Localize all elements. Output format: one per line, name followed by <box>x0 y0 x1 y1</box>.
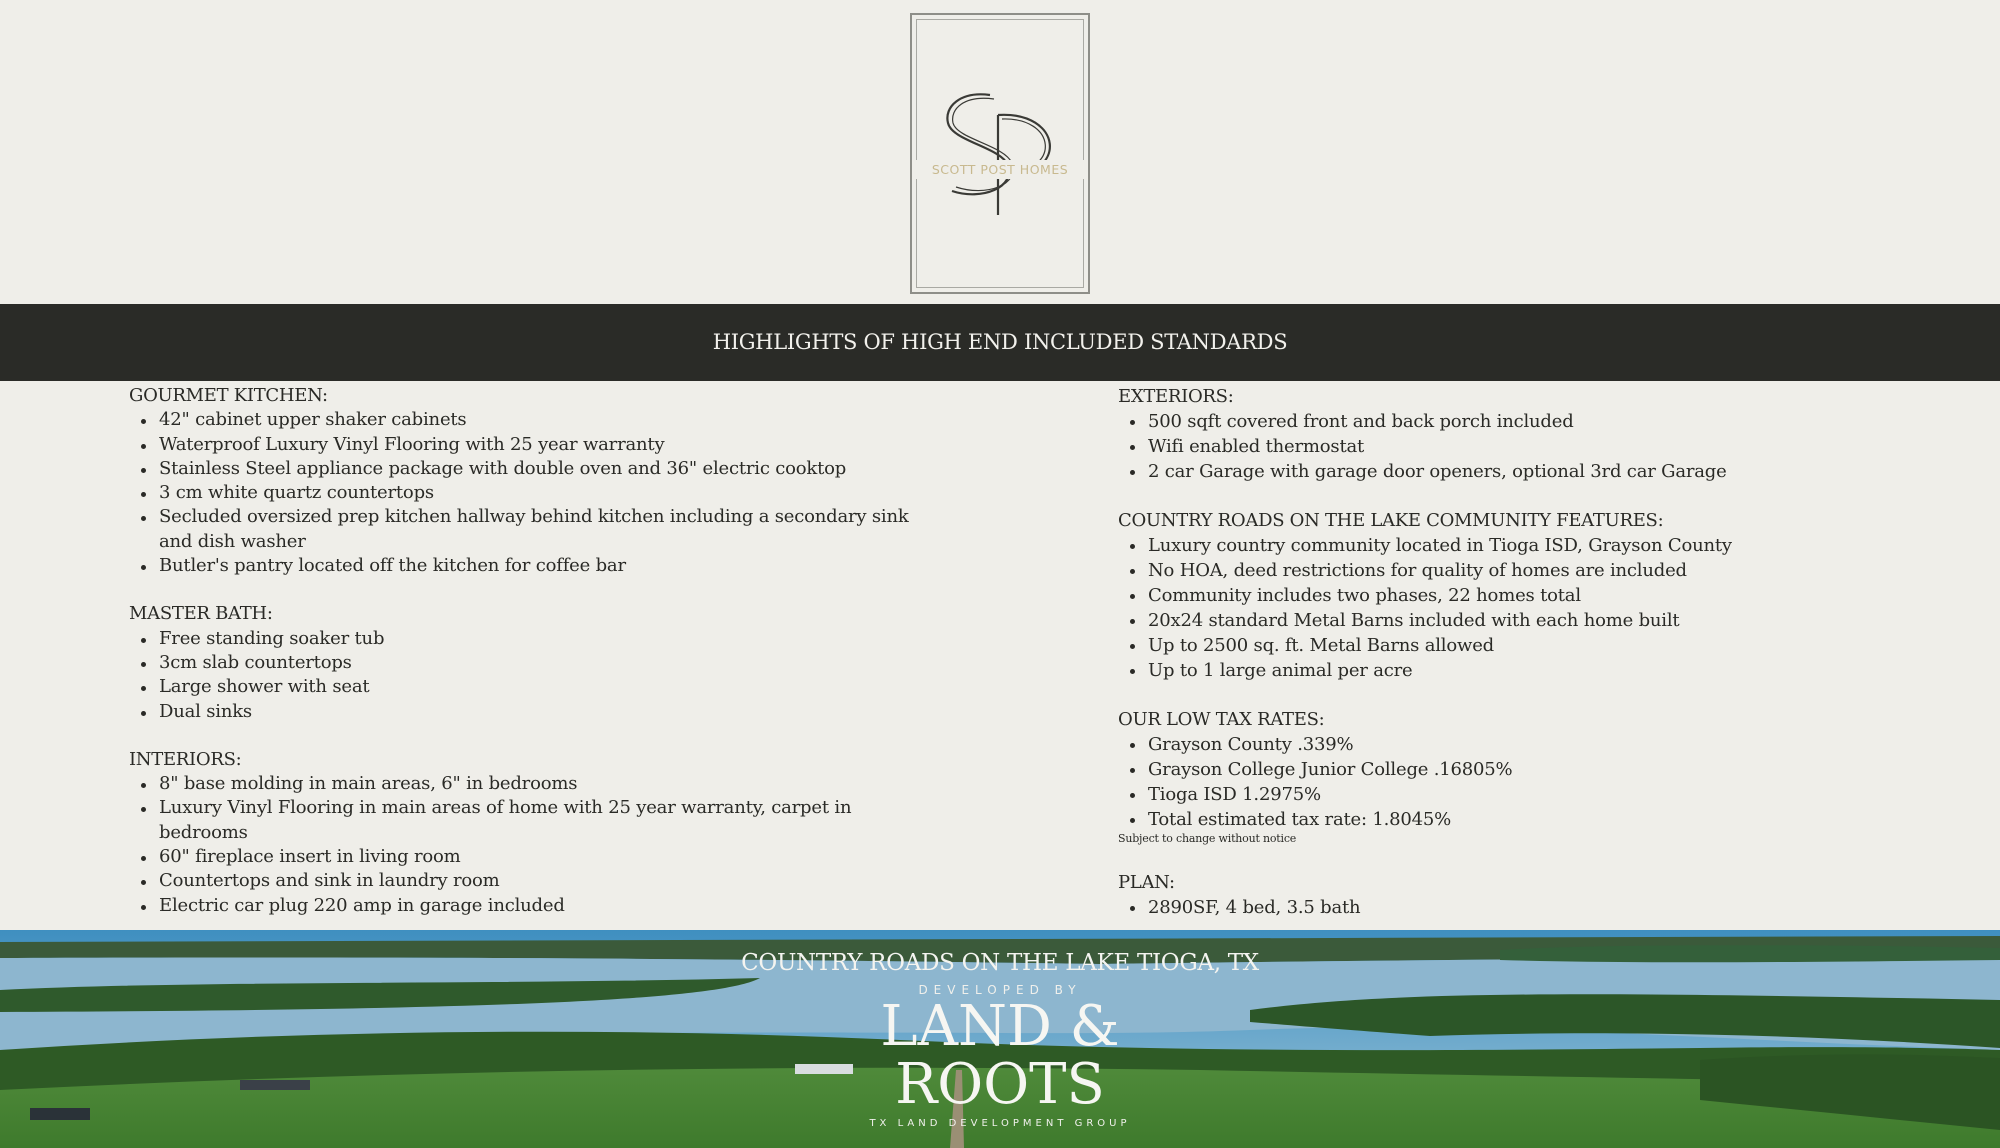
brand-line-1: LAND & <box>880 994 1120 1059</box>
developer-tagline: TX LAND DEVELOPMENT GROUP <box>869 1118 1131 1129</box>
list-item: Large shower with seat <box>159 675 919 699</box>
interiors-list <box>129 772 919 918</box>
list-item: Electric car plug 220 amp in garage included <box>159 894 919 918</box>
tax-disclaimer: Subject to change without notice <box>1118 832 1297 845</box>
list-item: Countertops and sink in laundry room <box>159 869 919 893</box>
list-item: Secluded oversized prep kitchen hallway behind kitchen including a secondary sink and dish washer <box>159 505 939 554</box>
list-item: 2890SF, 4 bed, 3.5 bath <box>1148 895 1878 920</box>
plan-list <box>1118 895 1878 920</box>
tax-title: OUR LOW TAX RATES: <box>1118 709 1325 730</box>
exteriors-title: EXTERIORS: <box>1118 386 1234 407</box>
list-item: Luxury Vinyl Flooring in main areas of home with 25 year warranty, carpet in bedrooms <box>159 796 919 845</box>
list-item: 3cm slab countertops <box>159 651 919 675</box>
list-item: Wifi enabled thermostat <box>1148 434 1878 459</box>
kitchen-title: GOURMET KITCHEN: <box>129 385 328 406</box>
list-item: Butler's pantry located off the kitchen for coffee bar <box>159 554 919 578</box>
logo <box>910 13 1090 294</box>
list-item: Up to 2500 sq. ft. Metal Barns allowed <box>1148 633 1878 658</box>
list-item: 20x24 standard Metal Barns included with each home built <box>1148 608 1878 633</box>
list-item: Community includes two phases, 22 homes total <box>1148 583 1878 608</box>
list-item: Grayson County .339% <box>1148 732 1878 757</box>
kitchen-list <box>129 408 919 578</box>
developer-logo <box>0 994 2000 1117</box>
left-column <box>129 384 919 942</box>
list-item: Free standing soaker tub <box>159 627 919 651</box>
right-column <box>1118 384 1878 920</box>
monogram-graphic <box>912 15 1092 296</box>
list-item: Up to 1 large animal per acre <box>1148 658 1878 683</box>
list-item: 42" cabinet upper shaker cabinets <box>159 408 919 432</box>
list-item: Waterproof Luxury Vinyl Flooring with 25 year warranty <box>159 433 919 457</box>
list-item: Stainless Steel appliance package with double oven and 36" electric cooktop <box>159 457 919 481</box>
list-item: No HOA, deed restrictions for quality of homes are included <box>1148 558 1878 583</box>
list-item: 500 sqft covered front and back porch included <box>1148 409 1878 434</box>
community-list <box>1118 533 1878 683</box>
bath-title: MASTER BATH: <box>129 603 273 625</box>
list-item: Tioga ISD 1.2975% <box>1148 782 1878 807</box>
bath-list <box>129 627 919 724</box>
plan-title: PLAN: <box>1118 872 1175 893</box>
list-item: 3 cm white quartz countertops <box>159 481 919 505</box>
community-location-title: COUNTRY ROADS ON THE LAKE TIOGA, TX <box>741 950 1259 976</box>
exteriors-list <box>1118 409 1878 484</box>
community-title: COUNTRY ROADS ON THE LAKE COMMUNITY FEATURES: <box>1118 510 1664 531</box>
list-item: 8" base molding in main areas, 6" in bedrooms <box>159 772 919 796</box>
list-item: Dual sinks <box>159 700 919 724</box>
highlights-banner: HIGHLIGHTS OF HIGH END INCLUDED STANDARDS <box>0 304 2000 381</box>
list-item: Grayson College Junior College .16805% <box>1148 757 1878 782</box>
list-item: Luxury country community located in Tioga ISD, Grayson County <box>1148 533 1878 558</box>
developed-by-label: DEVELOPED BY <box>918 983 1082 997</box>
brand-line-2: ROOTS <box>895 1052 1105 1117</box>
list-item: 60" fireplace insert in living room <box>159 845 919 869</box>
interiors-title: INTERIORS: <box>129 748 242 770</box>
tax-list <box>1118 732 1878 832</box>
list-item: 2 car Garage with garage door openers, optional 3rd car Garage <box>1148 459 1878 484</box>
logo-wordmark: SCOTT POST HOMES <box>912 160 1088 179</box>
list-item: Total estimated tax rate: 1.8045% <box>1148 807 1878 832</box>
